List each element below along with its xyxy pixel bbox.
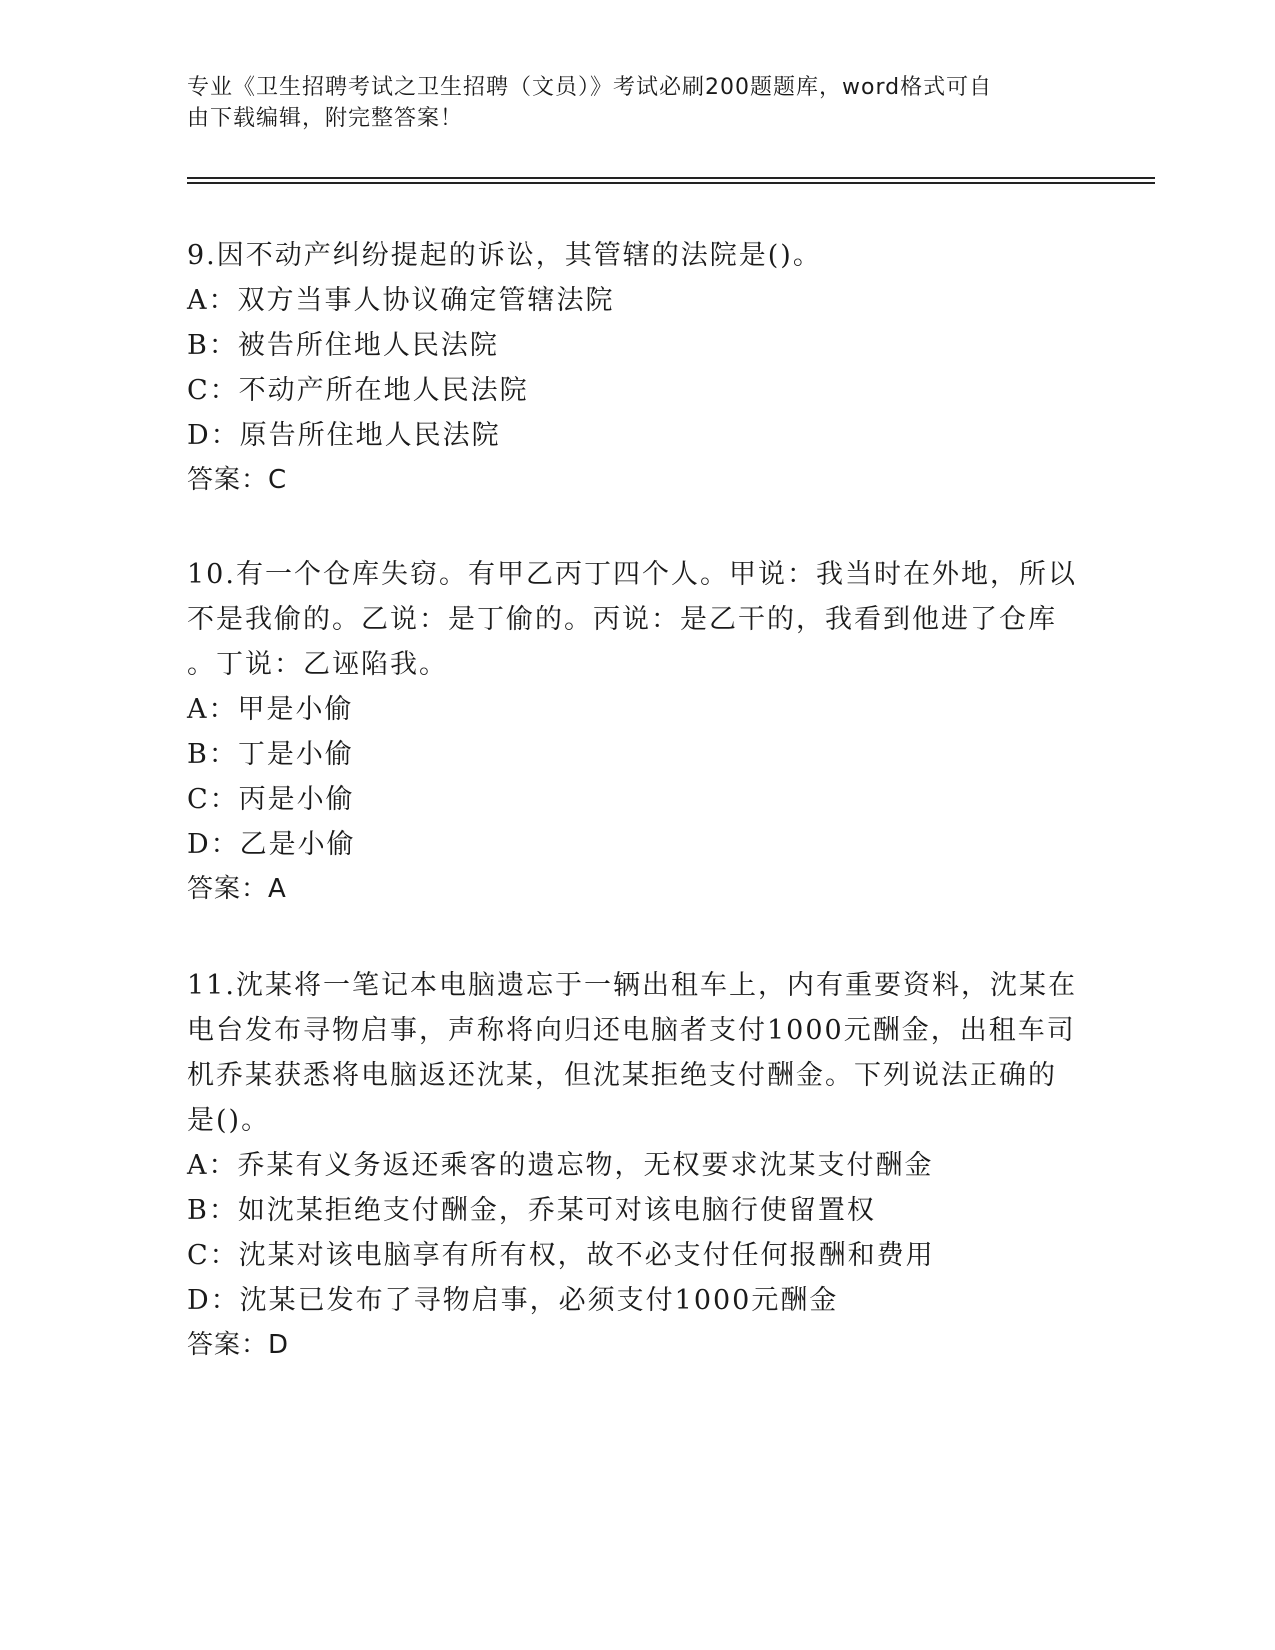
question-stem-line: 9.因不动产纠纷提起的诉讼，其管辖的法院是()。 <box>187 240 822 271</box>
header-line-2: 由下载编辑，附完整答案！ <box>187 106 464 131</box>
question-11 <box>187 963 1077 1368</box>
question-stem-line: 不是我偷的。乙说：是丁偷的。丙说：是乙干的，我看到他进了仓库 <box>187 604 1057 635</box>
header-divider-bottom <box>187 182 1155 184</box>
question-9 <box>187 233 1077 503</box>
header-divider-top <box>187 177 1155 179</box>
option-a: A：乔某有义务返还乘客的遗忘物，无权要求沈某支付酬金 <box>187 1150 934 1181</box>
option-d: D：沈某已发布了寻物启事，必须支付1000元酬金 <box>187 1285 839 1316</box>
option-a: A：甲是小偷 <box>187 694 354 725</box>
option-b: B：如沈某拒绝支付酬金，乔某可对该电脑行使留置权 <box>187 1195 876 1226</box>
option-c: C：沈某对该电脑享有所有权，故不必支付任何报酬和费用 <box>187 1240 935 1271</box>
option-c: C：不动产所在地人民法院 <box>187 375 529 406</box>
option-d: D：原告所住地人民法院 <box>187 420 501 451</box>
answer-line: 答案：A <box>187 874 287 904</box>
answer-line: 答案：D <box>187 1330 290 1360</box>
question-stem-line: 是()。 <box>187 1105 271 1136</box>
option-c: C：丙是小偷 <box>187 784 355 815</box>
option-b: B：丁是小偷 <box>187 739 354 770</box>
question-stem-line: 11.沈某将一笔记本电脑遗忘于一辆出租车上，内有重要资料，沈某在 <box>187 970 1077 1001</box>
question-stem-line: 。丁说：乙诬陷我。 <box>187 649 448 680</box>
option-d: D：乙是小偷 <box>187 829 356 860</box>
document-header <box>187 72 1067 134</box>
answer-line: 答案：C <box>187 465 288 495</box>
header-line-1: 专业《卫生招聘考试之卫生招聘（文员）》考试必刷200题题库，word格式可自 <box>187 75 993 100</box>
option-b: B：被告所住地人民法院 <box>187 330 499 361</box>
question-stem-line: 电台发布寻物启事，声称将向归还电脑者支付1000元酬金，出租车司 <box>187 1015 1076 1046</box>
question-stem-line: 10.有一个仓库失窃。有甲乙丙丁四个人。甲说：我当时在外地，所以 <box>187 559 1077 590</box>
question-10 <box>187 552 1077 912</box>
option-a: A：双方当事人协议确定管辖法院 <box>187 285 615 316</box>
question-stem-line: 机乔某获悉将电脑返还沈某，但沈某拒绝支付酬金。下列说法正确的 <box>187 1060 1057 1091</box>
